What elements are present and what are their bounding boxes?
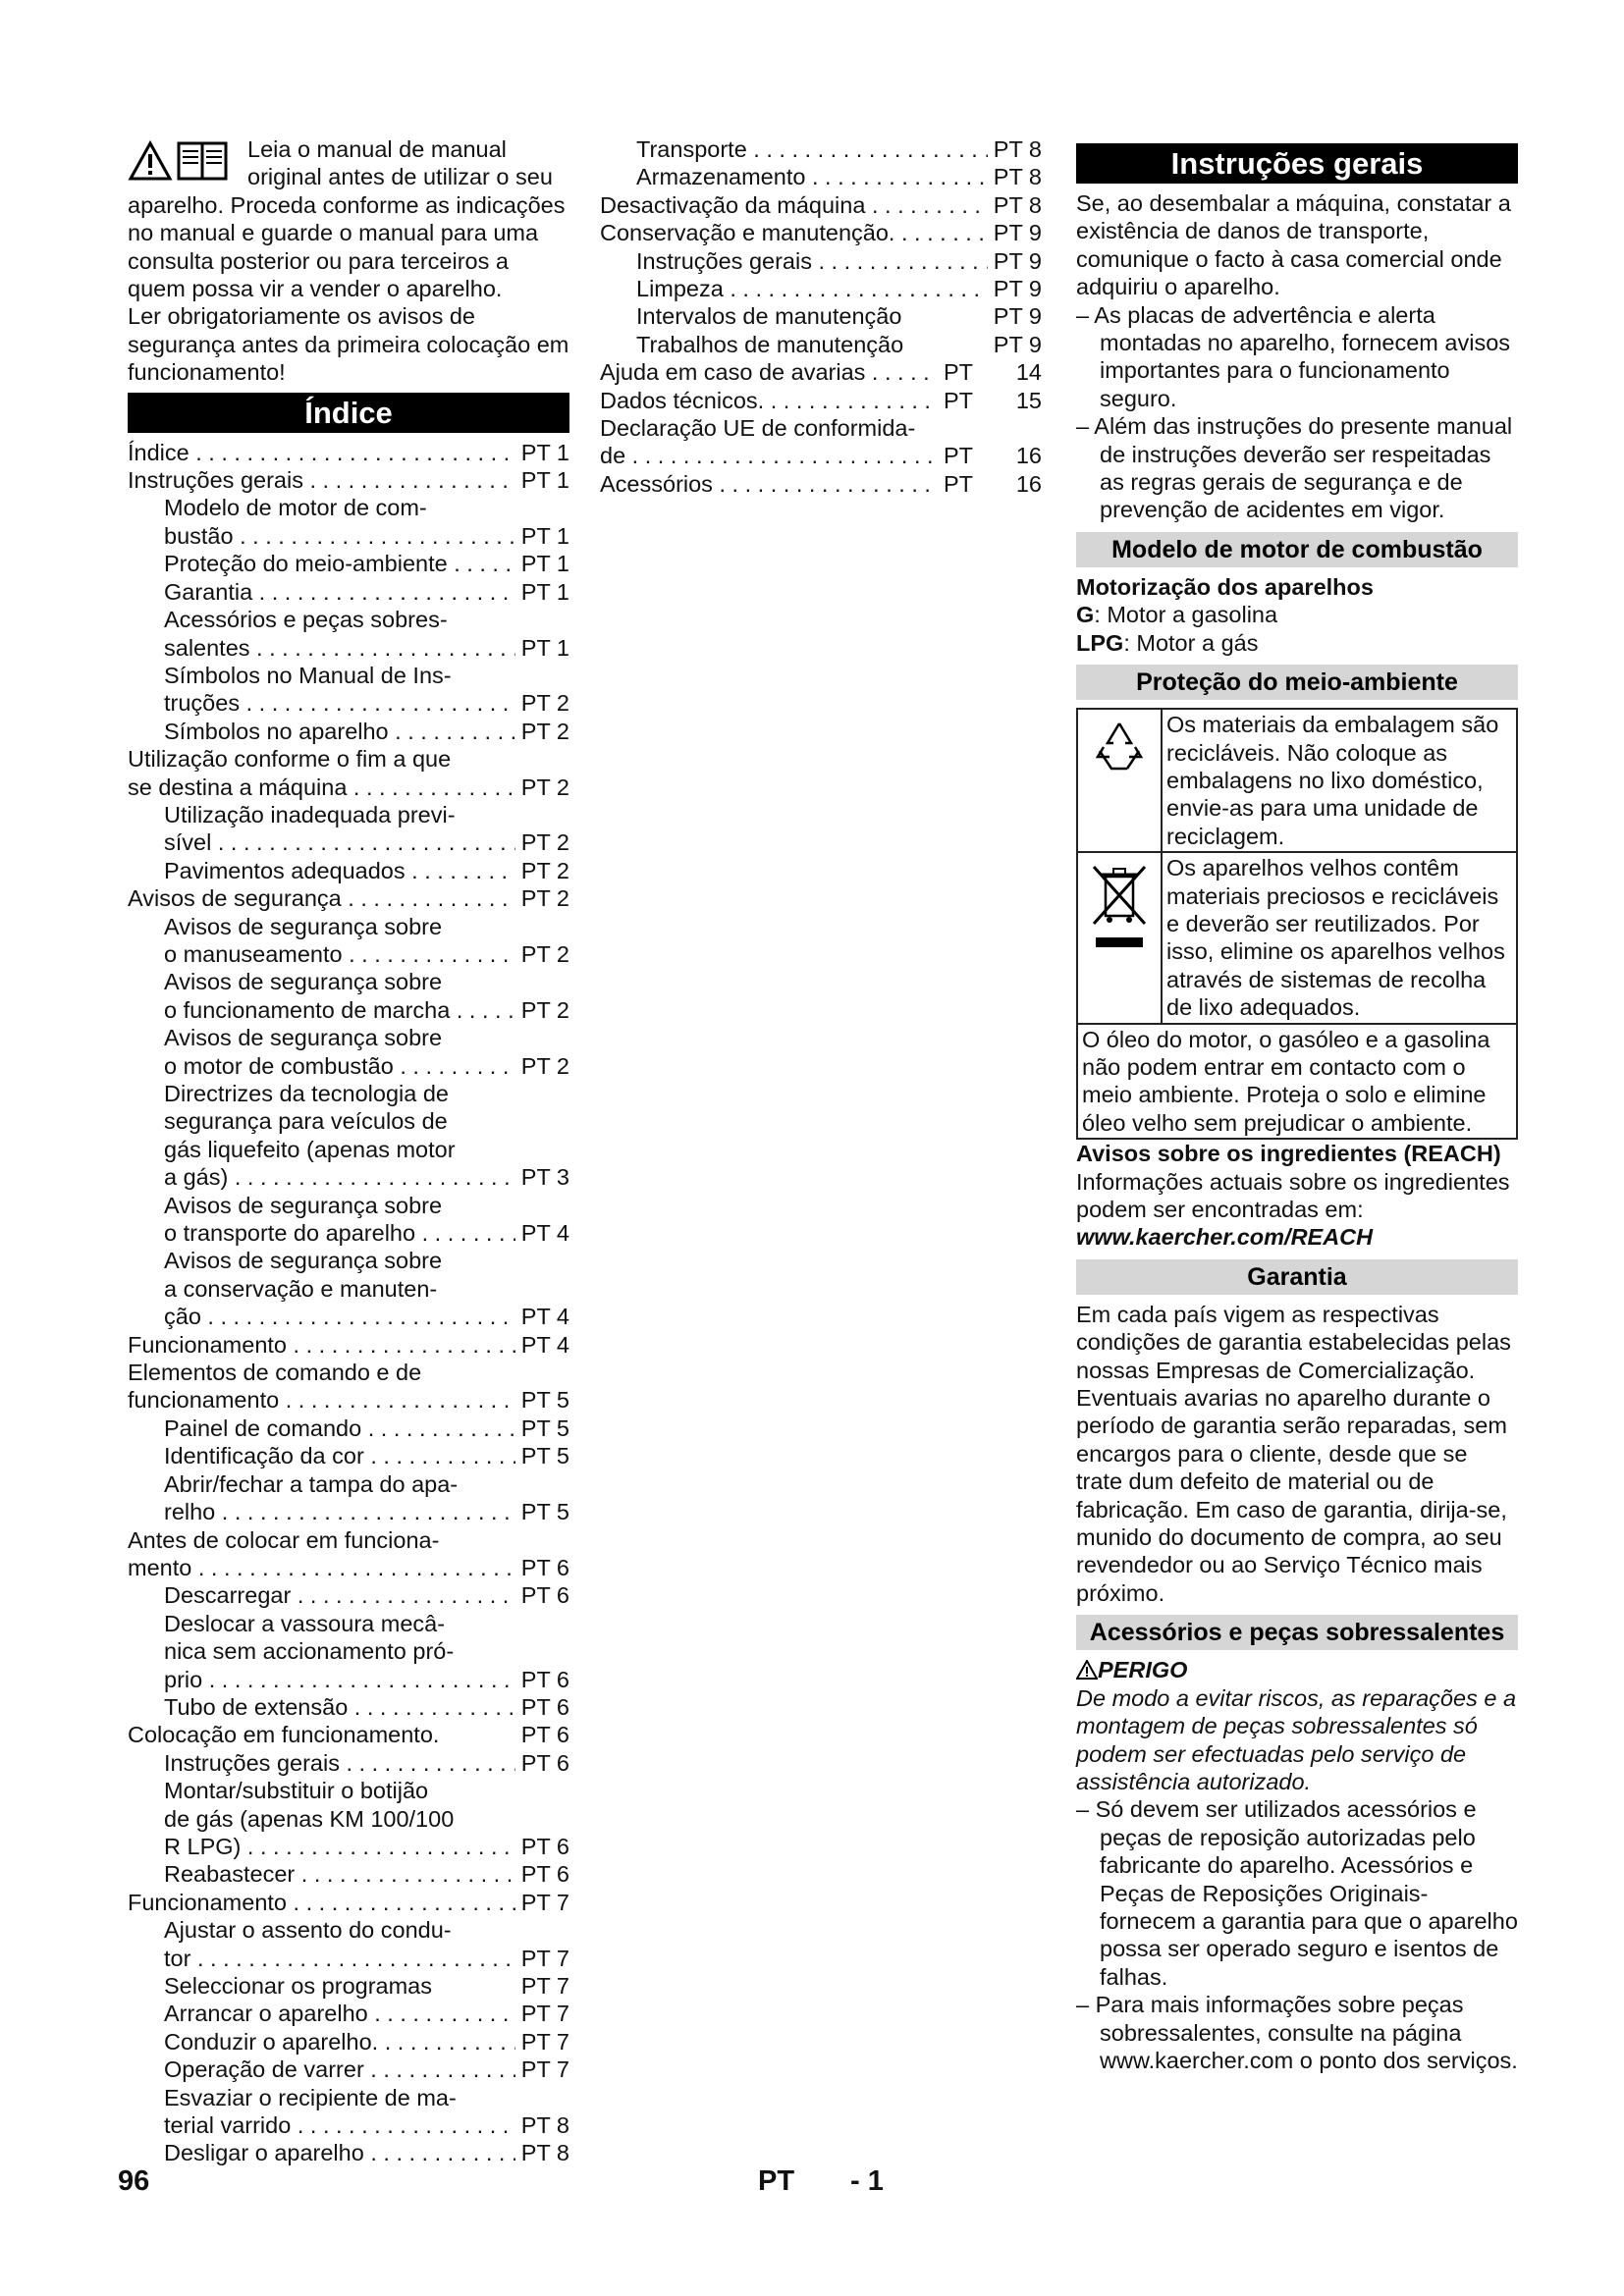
toc-entry-title: Transporte . . . bbox=[636, 135, 988, 163]
toc-entry: Elementos de comando e de bbox=[128, 1360, 422, 1386]
toc-entry bbox=[600, 191, 1042, 219]
toc-entry-page: PT 4 bbox=[515, 1219, 569, 1247]
toc-entry-number: 16 bbox=[973, 470, 1042, 498]
toc-entry bbox=[128, 439, 569, 466]
toc-entry-number: 15 bbox=[973, 387, 1042, 414]
toc-entry bbox=[600, 163, 1042, 190]
toc-entry-page: PT 5 bbox=[515, 1415, 569, 1442]
toc-entry-title: relho . . . bbox=[164, 1498, 515, 1525]
toc-entry bbox=[128, 1833, 569, 1860]
warning-icon bbox=[1076, 1660, 1098, 1680]
toc-entry bbox=[128, 2111, 569, 2139]
toc-entry-title: Armazenamento . . . bbox=[636, 163, 988, 190]
toc-entry-page: PT 8 bbox=[988, 163, 1042, 190]
toc-entry-title: Pavimentos adequados . . . bbox=[164, 857, 515, 884]
toc-entry-title: Trabalhos de manutenção bbox=[636, 331, 904, 357]
toc-entry bbox=[128, 1721, 569, 1748]
toc-entry-title: o transporte do aparelho . . . bbox=[164, 1219, 515, 1247]
toc-entry-page: PT 2 bbox=[515, 884, 569, 912]
toc-entry bbox=[600, 442, 1042, 469]
reach-title: Avisos sobre os ingredientes (REACH) bbox=[1076, 1141, 1501, 1167]
toc-entry-page: PT 2 bbox=[515, 828, 569, 856]
toc-entry bbox=[128, 1972, 569, 2000]
toc-entry-page: PT 7 bbox=[515, 1945, 569, 1972]
toc-entry-page: PT 5 bbox=[515, 1442, 569, 1469]
toc-entry-page: PT 2 bbox=[515, 1052, 569, 1080]
toc-entry-page: PT 4 bbox=[515, 1303, 569, 1330]
toc-entry: Esvaziar o recipiente de ma- bbox=[164, 2084, 457, 2110]
table-of-contents bbox=[128, 439, 569, 2167]
danger-text: De modo a evitar riscos, as reparações e a montagem de peças sobressalentes só podem ser efectuadas pelo serviço de assistência autorizado. bbox=[1076, 1684, 1517, 1794]
toc-entry-page: PT 2 bbox=[515, 996, 569, 1024]
toc-entry-title: Reabastecer . . . bbox=[164, 1860, 515, 1888]
toc-entry bbox=[600, 331, 1042, 358]
toc-entry-page: PT 9 bbox=[988, 247, 1042, 275]
toc-entry bbox=[128, 466, 569, 494]
toc-entry bbox=[600, 470, 1042, 498]
toc-entry: Montar/substituir o botijão bbox=[164, 1778, 429, 1804]
toc-entry-title: R LPG) . . . bbox=[164, 1833, 515, 1860]
toc-entry bbox=[128, 1889, 569, 1916]
toc-entry-page: PT 5 bbox=[515, 1386, 569, 1414]
toc-entry-title: de . . . bbox=[600, 442, 938, 469]
toc-entry-page: PT 5 bbox=[515, 1498, 569, 1525]
toc-entry-page: PT 2 bbox=[515, 718, 569, 745]
environment-text-1: Os materiais da embalagem são recicláveis. Não coloque as embalagens no lixo doméstico, envie-as para uma unidade de reciclagem. bbox=[1166, 712, 1499, 849]
toc-entry-page: PT 8 bbox=[515, 2111, 569, 2139]
column-left bbox=[128, 135, 569, 2167]
toc-entry bbox=[128, 550, 569, 577]
toc-entry-page: PT 6 bbox=[515, 1833, 569, 1860]
toc-entry bbox=[128, 1945, 569, 1972]
toc-entry: Avisos de segurança sobre bbox=[164, 913, 443, 939]
toc-entry-page: PT 9 bbox=[988, 331, 1042, 358]
toc-entry bbox=[600, 358, 1042, 386]
toc-entry-title: truções . . . bbox=[164, 689, 515, 717]
toc-entry-title: Desligar o aparelho . . . bbox=[164, 2139, 515, 2166]
toc-entry-title: Instruções gerais . . . bbox=[164, 1749, 515, 1777]
toc-entry bbox=[128, 996, 569, 1024]
toc-entry-page: PT 6 bbox=[515, 1721, 569, 1748]
toc-entry-title: Conservação e manutenção. . . . bbox=[600, 219, 988, 246]
toc-entry bbox=[128, 828, 569, 856]
warranty-text: Em cada país vigem as respectivas condições de garantia estabelecidas pelas nossas Empresas de Comercialização. Eventuais avarias no aparelho durante o período de garantia serão reparadas, sem encargos para o cliente, desde que se trate dum defeito de material ou de fabricação. Em caso de garantia, dirija-se, munido do documento de compra, ao seu revendedor ou ao Serviço Técnico mais próximo. bbox=[1076, 1301, 1511, 1606]
toc-entry-title: Descarregar . . . bbox=[164, 1581, 515, 1609]
toc-entry bbox=[128, 578, 569, 606]
toc-entry-page: PT 9 bbox=[988, 219, 1042, 246]
toc-entry: Acessórios e peças sobres- bbox=[164, 607, 448, 633]
accessories-bullet-2: – Para mais informações sobre peças sobressalentes, consulte na página www.kaercher.com o ponto dos serviços. bbox=[1076, 1992, 1518, 2073]
toc-entry bbox=[128, 940, 569, 968]
toc-entry bbox=[128, 2000, 569, 2027]
toc-entry-title: Conduzir o aparelho. . . . bbox=[164, 2028, 515, 2056]
toc-entry-page: PT 6 bbox=[515, 1554, 569, 1581]
accessories-bullet-1: – Só devem ser utilizados acessórios e peças de reposição autorizadas pelo fabricante do aparelho. Acessórios e Peças de Reposições Originais-fornecem a garantia para que o aparelho possa ser operado seguro e isentos de falhas. bbox=[1076, 1796, 1518, 1990]
toc-entry bbox=[128, 522, 569, 550]
recycle-icon bbox=[1078, 710, 1163, 851]
toc-entry bbox=[128, 1554, 569, 1581]
toc-entry-page: PT 2 bbox=[515, 857, 569, 884]
toc-entry: Directrizes da tecnologia de bbox=[164, 1081, 449, 1106]
toc-entry-title: Instruções gerais . . . bbox=[128, 466, 515, 494]
toc-entry-title: o manuseamento . . . bbox=[164, 940, 515, 968]
toc-entry-page: PT 6 bbox=[515, 1693, 569, 1721]
toc-entry bbox=[128, 857, 569, 884]
toc-entry bbox=[128, 1163, 569, 1191]
toc-entry-page: PT 1 bbox=[515, 466, 569, 494]
warranty-heading: Garantia bbox=[1076, 1259, 1518, 1295]
general-bullet-1: – As placas de advertência e alerta montadas no aparelho, fornecem avisos importantes para o funcionamento seguro. bbox=[1076, 301, 1511, 411]
toc-entry-title: bustão . . . bbox=[164, 522, 515, 550]
toc-entry bbox=[128, 1219, 569, 1247]
toc-entry-page: PT 8 bbox=[988, 191, 1042, 219]
environment-row bbox=[1078, 710, 1516, 853]
general-bullet-2: – Além das instruções do presente manual de instruções deverão ser respeitadas as regras gerais de segurança e de prevenção de acidentes em vigor. bbox=[1076, 413, 1513, 523]
toc-entry: Avisos de segurança sobre bbox=[164, 969, 443, 995]
toc-entry-title: Funcionamento . . . bbox=[128, 1889, 515, 1916]
toc-entry bbox=[128, 1331, 569, 1359]
toc-entry-page: PT bbox=[938, 442, 973, 469]
toc-entry-title: Dados técnicos. . . . bbox=[600, 387, 938, 414]
toc-entry bbox=[128, 774, 569, 801]
toc-entry-page: PT bbox=[938, 387, 973, 414]
toc-entry-title: Limpeza . . . bbox=[636, 275, 988, 302]
toc-entry-title: terial varrido . . . bbox=[164, 2111, 515, 2139]
environment-row bbox=[1078, 853, 1516, 1024]
engine-lpg-label: LPG bbox=[1076, 629, 1124, 656]
toc-entry-number: 14 bbox=[973, 358, 1042, 386]
warning-manual-icon bbox=[128, 137, 240, 183]
toc-entry: de gás (apenas KM 100/100 bbox=[164, 1805, 455, 1832]
toc-entry-title: o motor de combustão . . . bbox=[164, 1052, 515, 1080]
toc-entry-page: PT 6 bbox=[515, 1749, 569, 1777]
toc-entry-title: Operação de varrer . . . bbox=[164, 2056, 515, 2083]
toc-entry-page: PT 1 bbox=[515, 550, 569, 577]
table-of-contents-cont bbox=[600, 135, 1042, 498]
intro-block bbox=[128, 135, 569, 387]
toc-entry bbox=[128, 1693, 569, 1721]
footer-section-number: - 1 bbox=[850, 2165, 884, 2197]
toc-entry: Avisos de segurança sobre bbox=[164, 1248, 443, 1274]
toc-entry-page: PT 6 bbox=[515, 1581, 569, 1609]
toc-entry bbox=[128, 1415, 569, 1442]
toc-entry-page: PT 1 bbox=[515, 522, 569, 550]
toc-entry-title: se destina a máquina . . . bbox=[128, 774, 515, 801]
toc-entry bbox=[128, 1581, 569, 1609]
toc-entry: Avisos de segurança sobre bbox=[164, 1192, 443, 1218]
toc-entry-title: Índice . . . bbox=[128, 439, 515, 466]
danger-label bbox=[1076, 1656, 1518, 1683]
toc-entry-title: ção . . . bbox=[164, 1303, 515, 1330]
toc-entry: Ajustar o assento do condu- bbox=[164, 1917, 452, 1944]
toc-entry bbox=[128, 884, 569, 912]
toc-entry-title: prio . . . bbox=[164, 1666, 515, 1693]
toc-entry-title: Garantia . . . bbox=[164, 578, 515, 606]
toc-entry bbox=[128, 1666, 569, 1693]
toc-entry-title: a gás) . . . bbox=[164, 1163, 515, 1191]
toc-entry-page: PT 7 bbox=[515, 2028, 569, 2056]
crossed-bin-icon bbox=[1078, 853, 1163, 1022]
toc-entry-title: Painel de comando . . . bbox=[164, 1415, 515, 1442]
toc-entry bbox=[128, 1303, 569, 1330]
toc-entry-page: PT bbox=[938, 358, 973, 386]
toc-entry bbox=[128, 689, 569, 717]
toc-entry-title: funcionamento . . . bbox=[128, 1386, 515, 1414]
toc-entry: Avisos de segurança sobre bbox=[164, 1025, 443, 1051]
toc-entry bbox=[128, 1052, 569, 1080]
environment-table bbox=[1076, 708, 1518, 1140]
danger-word: PERIGO bbox=[1098, 1657, 1188, 1683]
toc-entry-page: PT 7 bbox=[515, 2000, 569, 2027]
toc-entry bbox=[128, 1442, 569, 1469]
toc-entry bbox=[600, 387, 1042, 414]
engine-lpg-text: : Motor a gás bbox=[1123, 629, 1259, 656]
toc-entry: Deslocar a vassoura mecâ- bbox=[164, 1610, 446, 1636]
intro-text-2: Ler obrigatoriamente os avisos de segurança antes da primeira colocação em funcionamento! bbox=[128, 303, 569, 386]
index-heading: Índice bbox=[128, 393, 569, 433]
toc-entry-title: Identificação da cor . . . bbox=[164, 1442, 515, 1469]
toc-entry-title: Funcionamento . . . bbox=[128, 1331, 515, 1359]
toc-entry: segurança para veículos de bbox=[164, 1108, 448, 1135]
toc-entry-title: mento . . . bbox=[128, 1554, 515, 1581]
footer-page-number: 96 bbox=[118, 2165, 150, 2197]
toc-entry-page: PT 1 bbox=[515, 578, 569, 606]
environment-text-3: O óleo do motor, o gasóleo e a gasolina não podem entrar em contacto com o meio ambiente. Proteja o solo e elimine óleo velho sem prejudicar o ambiente. bbox=[1082, 1026, 1490, 1136]
engine-g-line bbox=[1076, 601, 1518, 628]
toc-entry-page: PT 6 bbox=[515, 1666, 569, 1693]
toc-entry-title: Arrancar o aparelho . . . bbox=[164, 2000, 515, 2027]
toc-entry-title: o funcionamento de marcha . . . bbox=[164, 996, 515, 1024]
general-p1: Se, ao desembalar a máquina, constatar a existência de danos de transporte, comunique o facto à casa comercial onde adquiriu o aparelho. bbox=[1076, 190, 1511, 300]
toc-entry-title: tor . . . bbox=[164, 1945, 515, 1972]
toc-entry: Modelo de motor de com- bbox=[164, 495, 427, 521]
engine-subtitle: Motorização dos aparelhos bbox=[1076, 573, 1374, 600]
toc-entry bbox=[600, 219, 1042, 246]
intro-text: Leia o manual de manual original antes de utilizar o seu aparelho. Proceda conforme as indicações no manual e guarde o manual para uma consulta posterior ou para terceiros a quem possa vir a vender o aparelho. bbox=[128, 136, 566, 302]
toc-entry-page: PT 3 bbox=[515, 1163, 569, 1191]
toc-entry-title: Tubo de extensão . . . bbox=[164, 1693, 515, 1721]
toc-entry bbox=[128, 1386, 569, 1414]
toc-entry-title: salentes . . . bbox=[164, 634, 515, 662]
toc-entry: Declaração UE de conformida- bbox=[600, 415, 916, 442]
environment-row bbox=[1078, 1025, 1516, 1139]
toc-entry-title: Seleccionar os programas bbox=[164, 1973, 432, 1999]
engine-lpg-line bbox=[1076, 629, 1518, 657]
toc-entry-page: PT 7 bbox=[515, 1889, 569, 1916]
toc-entry-number: 16 bbox=[973, 442, 1042, 469]
environment-text-2: Os aparelhos velhos contêm materiais preciosos e recicláveis e deverão ser reutilizados. Por isso, elimine os aparelhos velhos através de sistemas de recolha de lixo adequados. bbox=[1166, 855, 1505, 1021]
engine-heading: Modelo de motor de combustão bbox=[1076, 532, 1518, 567]
toc-entry bbox=[128, 1749, 569, 1777]
toc-entry bbox=[128, 2139, 569, 2166]
toc-entry bbox=[128, 1860, 569, 1888]
footer-language: PT bbox=[758, 2165, 795, 2197]
toc-entry-page: PT 2 bbox=[515, 940, 569, 968]
toc-entry-title: sível . . . bbox=[164, 828, 515, 856]
toc-entry bbox=[128, 2028, 569, 2056]
toc-entry-title: Intervalos de manutenção bbox=[636, 303, 902, 330]
toc-entry: Símbolos no Manual de Ins- bbox=[164, 662, 452, 688]
toc-entry bbox=[600, 135, 1042, 163]
toc-entry: gás liquefeito (apenas motor bbox=[164, 1136, 456, 1162]
reach-url: www.kaercher.com/REACH bbox=[1076, 1224, 1374, 1251]
toc-entry-title: Símbolos no aparelho . . . bbox=[164, 718, 515, 745]
toc-entry-page: PT 6 bbox=[515, 1860, 569, 1888]
toc-entry-title: Colocação em funcionamento. bbox=[128, 1722, 440, 1748]
toc-entry: Abrir/fechar a tampa do apa- bbox=[164, 1470, 459, 1497]
column-right bbox=[1076, 135, 1518, 2074]
toc-entry bbox=[600, 275, 1042, 302]
toc-entry-page: PT 8 bbox=[988, 135, 1042, 163]
toc-entry-page: PT 9 bbox=[988, 302, 1042, 330]
toc-entry-page: PT 2 bbox=[515, 774, 569, 801]
toc-entry-page: PT 1 bbox=[515, 439, 569, 466]
engine-g-label: G bbox=[1076, 602, 1095, 628]
toc-entry-title: Acessórios . . . bbox=[600, 470, 938, 498]
toc-entry bbox=[128, 634, 569, 662]
toc-entry-page: PT 1 bbox=[515, 634, 569, 662]
toc-entry: Utilização inadequada previ- bbox=[164, 801, 456, 828]
toc-entry-page: PT 9 bbox=[988, 275, 1042, 302]
column-middle bbox=[600, 135, 1042, 498]
toc-entry-page: PT 2 bbox=[515, 689, 569, 717]
toc-entry-page: PT 4 bbox=[515, 1331, 569, 1359]
toc-entry-title: Avisos de segurança . . . bbox=[128, 884, 515, 912]
toc-entry-title: Ajuda em caso de avarias . . . bbox=[600, 358, 938, 386]
toc-entry: nica sem accionamento pró- bbox=[164, 1638, 455, 1665]
toc-entry-title: Desactivação da máquina . . . bbox=[600, 191, 988, 219]
general-instructions-heading: Instruções gerais bbox=[1076, 143, 1518, 184]
environment-heading: Proteção do meio-ambiente bbox=[1076, 665, 1518, 700]
toc-entry-page: PT 7 bbox=[515, 2056, 569, 2083]
toc-entry-title: Proteção do meio-ambiente . . . bbox=[164, 550, 515, 577]
toc-entry-title: Instruções gerais . . . bbox=[636, 247, 988, 275]
toc-entry-page: PT 7 bbox=[515, 1972, 569, 2000]
accessories-heading: Acessórios e peças sobressalentes bbox=[1076, 1615, 1518, 1650]
toc-entry bbox=[128, 2056, 569, 2083]
engine-g-text: : Motor a gasolina bbox=[1094, 602, 1278, 628]
toc-entry: Utilização conforme o fim a que bbox=[128, 746, 452, 773]
toc-entry bbox=[600, 302, 1042, 330]
toc-entry-page: PT bbox=[938, 470, 973, 498]
toc-entry: a conservação e manuten- bbox=[164, 1275, 438, 1302]
toc-entry: Antes de colocar em funciona- bbox=[128, 1526, 440, 1553]
toc-entry bbox=[128, 1498, 569, 1525]
toc-entry bbox=[600, 247, 1042, 275]
toc-entry bbox=[128, 718, 569, 745]
reach-text: Informações actuais sobre os ingredientes podem ser encontradas em: bbox=[1076, 1168, 1510, 1222]
toc-entry-page: PT 8 bbox=[515, 2139, 569, 2166]
